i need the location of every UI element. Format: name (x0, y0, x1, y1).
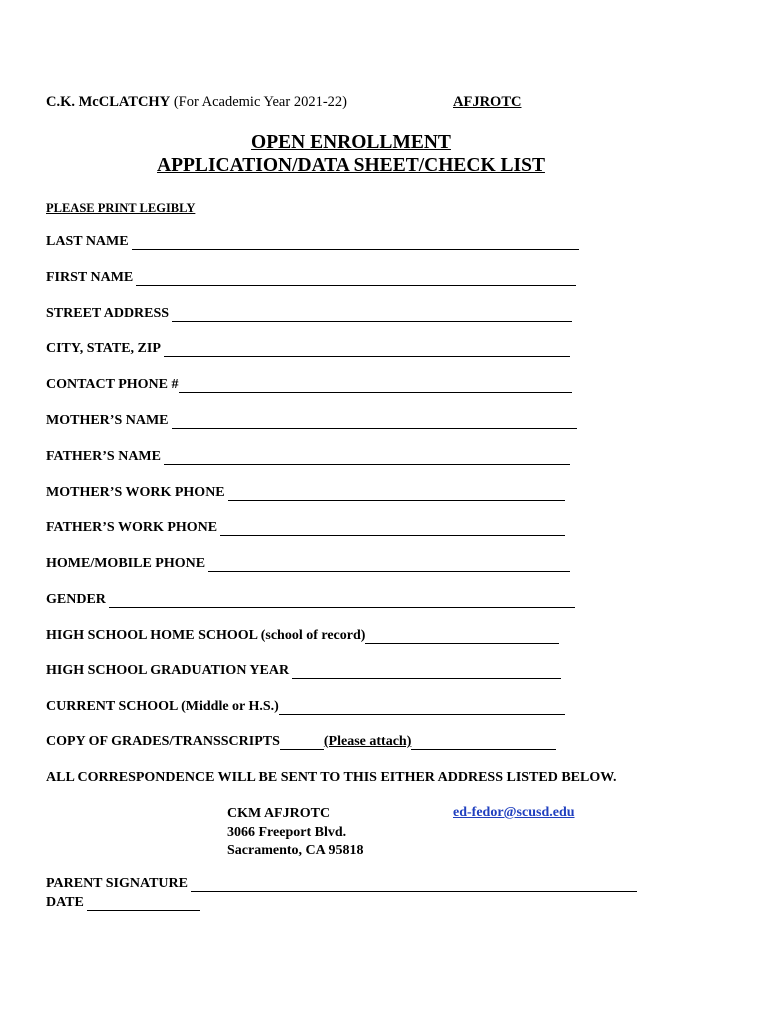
mailing-address (227, 805, 364, 861)
last-name-field[interactable] (46, 234, 579, 250)
contact-phone-field[interactable] (46, 377, 572, 393)
graduation-year-field[interactable] (46, 663, 561, 679)
address-line-2: 3066 Freeport Blvd. (227, 824, 347, 840)
gender-label: GENDER (46, 592, 106, 607)
parent-signature-field[interactable] (46, 876, 637, 892)
home-mobile-phone-line[interactable] (208, 558, 570, 572)
fathers-work-phone-label: FATHER’S WORK PHONE (46, 520, 218, 535)
gender-field[interactable] (46, 592, 575, 608)
fathers-name-field[interactable] (46, 449, 570, 465)
home-school-label: HIGH SCHOOL HOME SCHOOL (school of record) (46, 628, 366, 643)
grades-line-left[interactable] (280, 736, 324, 750)
first-name-label: FIRST NAME (46, 270, 134, 285)
mothers-work-phone-line[interactable] (228, 487, 565, 501)
contact-phone-line[interactable] (179, 379, 572, 393)
mothers-name-label: MOTHER’S NAME (46, 413, 169, 428)
first-name-field[interactable] (46, 270, 576, 286)
mothers-name-line[interactable] (172, 415, 577, 429)
parent-signature-label: PARENT SIGNATURE (46, 876, 188, 891)
grades-note: (Please attach) (323, 734, 412, 749)
fathers-name-line[interactable] (164, 451, 570, 465)
school-name: C.K. McCLATCHY (46, 94, 171, 110)
home-school-field[interactable] (46, 628, 559, 644)
current-school-line[interactable] (279, 701, 565, 715)
page-title: OPEN ENROLLMENT (251, 132, 451, 153)
home-mobile-phone-label: HOME/MOBILE PHONE (46, 556, 206, 571)
date-label: DATE (46, 895, 84, 910)
last-name-line[interactable] (132, 236, 579, 250)
address-line-3: Sacramento, CA 95818 (227, 843, 364, 858)
header-school (46, 94, 347, 111)
address-line-1: CKM AFJROTC (227, 806, 331, 821)
street-address-field[interactable] (46, 306, 572, 322)
last-name-label: LAST NAME (46, 234, 129, 249)
grades-field[interactable] (46, 734, 556, 750)
graduation-year-label: HIGH SCHOOL GRADUATION YEAR (46, 663, 290, 678)
page-subtitle: APPLICATION/DATA SHEET/CHECK LIST (157, 155, 545, 176)
print-instruction: PLEASE PRINT LEGIBLY (46, 201, 196, 215)
graduation-year-line[interactable] (292, 665, 561, 679)
date-field[interactable] (46, 895, 200, 911)
contact-phone-label: CONTACT PHONE # (46, 377, 179, 392)
city-state-zip-label: CITY, STATE, ZIP (46, 341, 161, 356)
home-school-line[interactable] (365, 630, 559, 644)
program-name: AFJROTC (453, 94, 522, 110)
gender-line[interactable] (109, 594, 575, 608)
street-address-line[interactable] (172, 308, 572, 322)
mothers-name-field[interactable] (46, 413, 577, 429)
fathers-work-phone-line[interactable] (220, 522, 565, 536)
grades-label: COPY OF GRADES/TRANSSCRIPTS (46, 734, 280, 749)
city-state-zip-line[interactable] (164, 343, 570, 357)
parent-signature-line[interactable] (191, 878, 637, 892)
current-school-field[interactable] (46, 699, 565, 715)
street-address-label: STREET ADDRESS (46, 306, 170, 321)
fathers-work-phone-field[interactable] (46, 520, 565, 536)
current-school-label: CURRENT SCHOOL (Middle or H.S.) (46, 699, 279, 714)
first-name-line[interactable] (136, 272, 576, 286)
city-state-zip-field[interactable] (46, 341, 570, 357)
date-line[interactable] (87, 897, 200, 911)
academic-year: (For Academic Year 2021-22) (173, 94, 347, 110)
correspondence-notice: ALL CORRESPONDENCE WILL BE SENT TO THIS EITHER ADDRESS LISTED BELOW. (46, 770, 617, 785)
fathers-name-label: FATHER’S NAME (46, 449, 161, 464)
mothers-work-phone-field[interactable] (46, 485, 565, 501)
home-mobile-phone-field[interactable] (46, 556, 570, 572)
email-link[interactable]: ed-fedor@scusd.edu (453, 805, 575, 820)
grades-line-right[interactable] (411, 736, 556, 750)
mothers-work-phone-label: MOTHER’S WORK PHONE (46, 485, 225, 500)
